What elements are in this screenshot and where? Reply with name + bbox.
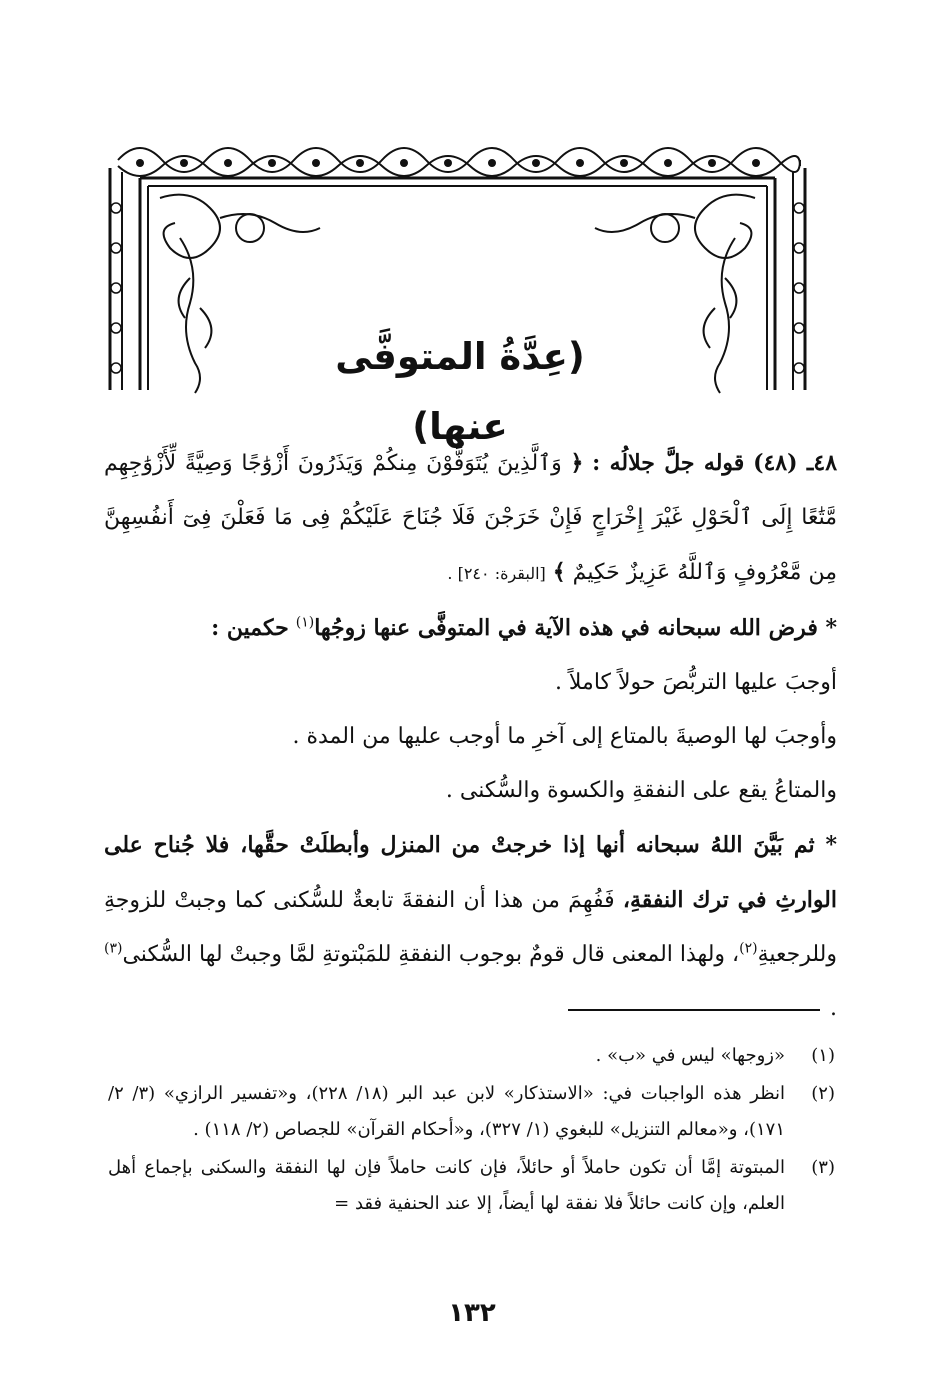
main-text [104, 436, 837, 1036]
para5-normal: فَفُهِمَ من هذا أن النفقةَ تابعةٌ للسُّكنى كما وجبتْ للزوجةِ وللرجعيةِ [104, 888, 837, 967]
quran-verse: وَٱلَّذِينَ يُتَوَفَّوْنَ مِنكُمْ وَيَذَرُونَ أَزْوَٰجًا وَصِيَّةً لِّأَزْوَٰجِهِم مَّتَٰعًا إِلَى ٱلْحَوْلِ غَيْرَ إِخْرَاجٍ فَإِنْ خَرَجْنَ فَلَا جُنَاحَ عَلَيْكُمْ فِى مَا فَعَلْنَ فِىٓ أَنفُسِهِنَّ مِن مَّعْرُوفٍ وَٱللَّهُ عَزِيزٌ حَكِيمٌ [104, 451, 837, 585]
footnote-separator [568, 1009, 820, 1011]
footnote-text: المبتوتة إمَّا أن تكون حاملاً أو حائلاً، فإن كانت حاملاً فإن لها النفقة والسكنى بإجماع أهل العلم، وإن كانت حائلاً فلا نفقة لها أيضاً، إلا عند الحنفية فقد = [108, 1157, 785, 1214]
paragraph-bequest: وأوجبَ لها الوصيةَ بالمتاع إلى آخرِ ما أوجب عليها من المدة . [292, 724, 837, 749]
quran-open-brace: ﴿ [570, 450, 584, 476]
footnote-ref-2: (٢) [739, 940, 758, 957]
paragraph-waiting-period: أوجبَ عليها التربُّصَ حولاً كاملاً . [554, 670, 837, 695]
verse-reference: [البقرة: ٢٤٠] . [447, 564, 546, 583]
footnote-number: (٢) [811, 1083, 835, 1104]
verse-number: ٤٨ـ (٤٨) [753, 450, 838, 476]
chapter-title: (عِدَّةُ المتوفَّى عنها) [300, 322, 620, 392]
verse-label: قوله جلَّ جلالُه : [592, 450, 745, 476]
footnote-number: (٣) [811, 1157, 835, 1178]
para1-rest: حكمين : [211, 615, 289, 641]
paragraph-explanation [104, 818, 837, 1036]
footnote-item [108, 1038, 835, 1074]
para5-normal-2: ، ولهذا المعنى قال قومٌ بوجوب النفقةِ للمَبْتوتةِ لمَّا وجبتْ لها السُّكنى [122, 942, 740, 967]
paragraph-two-rulings [104, 601, 837, 656]
footnotes [108, 1038, 835, 1224]
page-number: ١٣٢ [448, 1298, 496, 1328]
para5-bold: * ثم بَيَّنَ اللهُ سبحانه أنها إذا خرجتْ من المنزل وأبطلَتْ حقَّها، فلا جُناح على الوارثِ في ترك النفقةِ، [104, 832, 837, 913]
paragraph-provision: والمتاعُ يقع على النفقةِ والكسوة والسُّكنى . [445, 778, 837, 803]
para1-bold: * فرض الله سبحانه في هذه الآية في المتوفَّى عنها زوجُها [314, 615, 837, 641]
footnote-ref-1: (١) [295, 614, 315, 631]
para5-end: . [830, 996, 837, 1021]
quran-close-brace: ﴾ [552, 559, 566, 585]
footnote-item [108, 1076, 835, 1148]
footnote-ref-3: (٣) [104, 940, 123, 957]
footnote-text: انظر هذه الواجبات في: «الاستذكار» لابن عبد البر (١٨/ ٢٢٨)، و«تفسير الرازي» (٣/ ٢/ ١٧١)، و«معالم التنزيل» للبغوي (١/ ٣٢٧)، و«أحكام القرآن» للجصاص (٢/ ١١٨) . [108, 1083, 785, 1140]
footnote-number: (١) [811, 1045, 835, 1066]
footnote-text: «زوجها» ليس في «ب» . [595, 1045, 785, 1066]
footnote-item [108, 1150, 835, 1222]
verse-paragraph [104, 436, 837, 601]
